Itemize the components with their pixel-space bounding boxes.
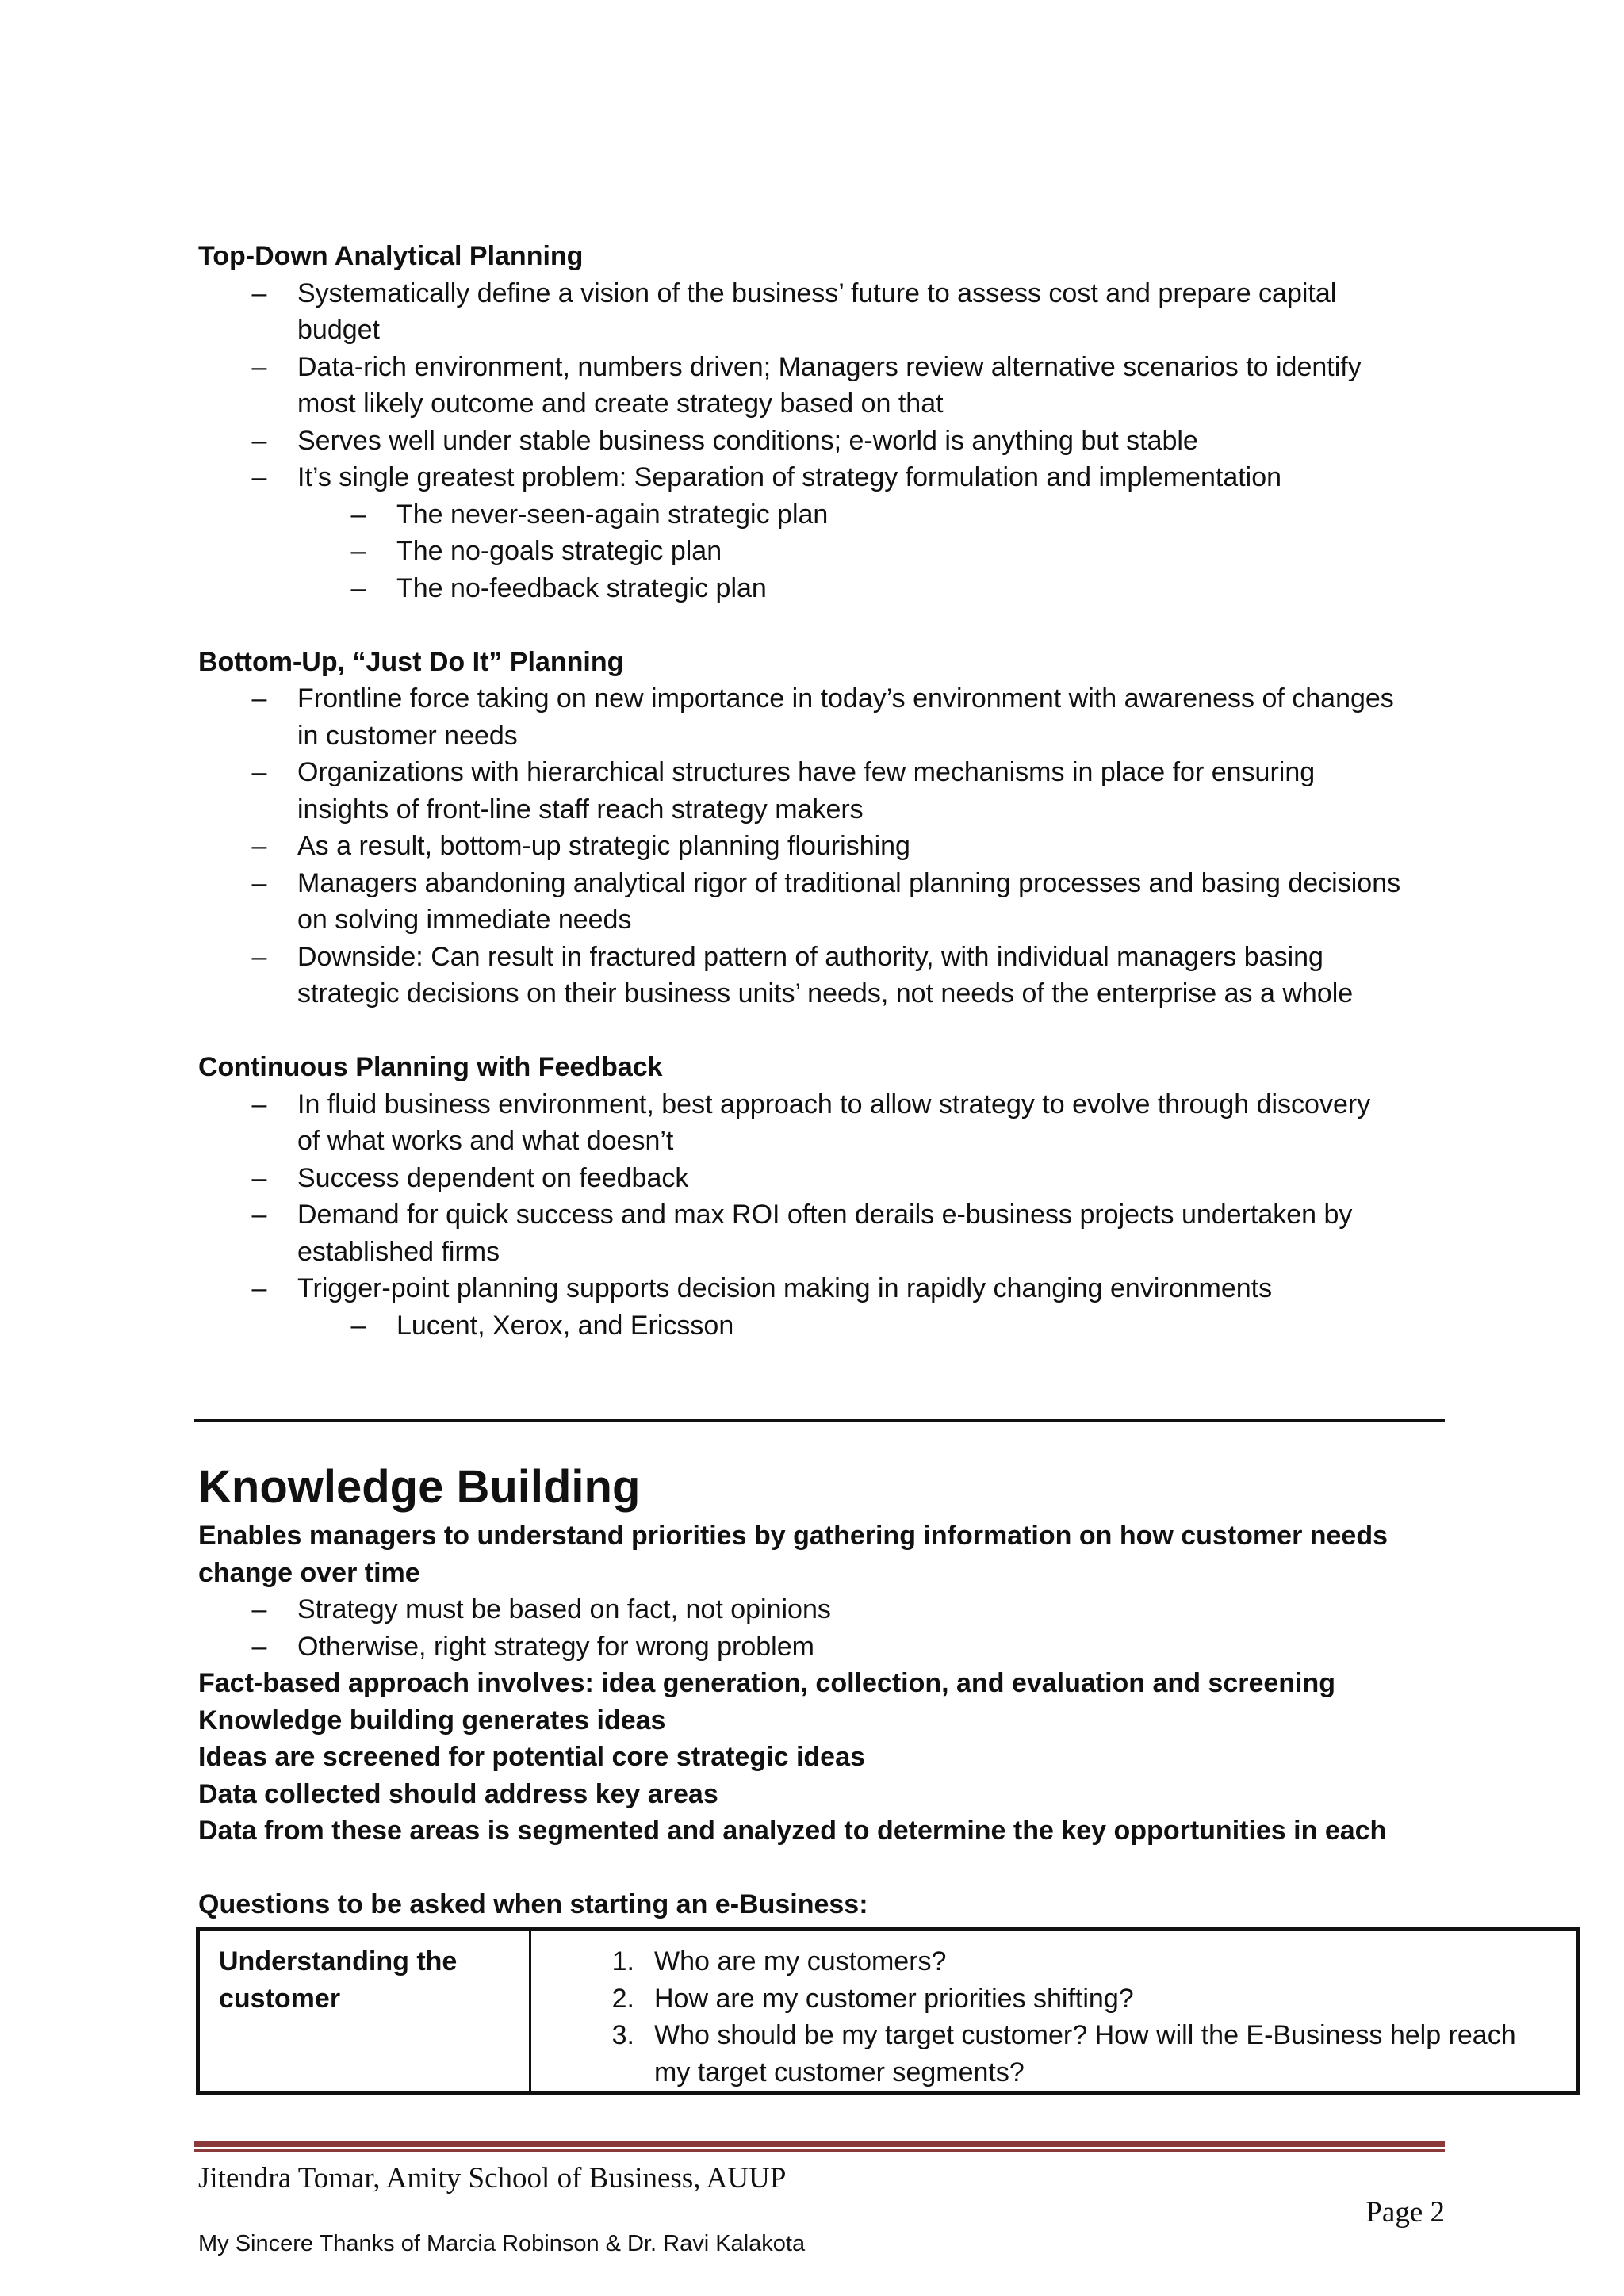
heading-top-down: Top-Down Analytical Planning bbox=[198, 241, 584, 271]
list-item: – Frontline force taking on new importance in today’s environment with awareness of changes bbox=[198, 680, 1451, 718]
footer-rule bbox=[194, 2141, 1445, 2147]
dash-bullet-icon: – bbox=[251, 757, 267, 787]
list-item: – It’s single greatest problem: Separation of strategy formulation and implementation bbox=[198, 459, 1451, 496]
dash-bullet-icon: – bbox=[350, 499, 366, 530]
numbered-question: 2. How are my customer priorities shifting? bbox=[611, 1983, 1134, 2014]
footer-acknowledgement: My Sincere Thanks of Marcia Robinson & Dr. Ravi Kalakota bbox=[198, 2231, 806, 2256]
list-item-continuation: on solving immediate needs bbox=[297, 905, 632, 935]
list-item: – Serves well under stable business conditions; e-world is anything but stable bbox=[198, 423, 1451, 460]
list-item: – Organizations with hierarchical structures have few mechanisms in place for ensuring bbox=[198, 754, 1451, 791]
sub-list-item: – The no-feedback strategic plan bbox=[198, 570, 1451, 607]
list-item: – Managers abandoning analytical rigor of traditional planning processes and basing decisions bbox=[198, 865, 1451, 902]
numbered-question-continuation: my target customer segments? bbox=[654, 2057, 1025, 2087]
bold-statement: Fact-based approach involves: idea generation, collection, and evaluation and screening bbox=[198, 1668, 1336, 1698]
list-item-continuation: strategic decisions on their business units’ needs, not needs of the enterprise as a whole bbox=[297, 978, 1354, 1008]
table-row-label-cell: Understanding the customer bbox=[200, 1931, 531, 2091]
list-item: – As a result, bottom-up strategic planning flourishing bbox=[198, 828, 1451, 865]
dash-bullet-icon: – bbox=[251, 1200, 267, 1230]
dash-bullet-icon: – bbox=[251, 351, 267, 382]
list-item: – Data-rich environment, numbers driven; Managers review alternative scenarios to identify bbox=[198, 349, 1451, 386]
list-item: – In fluid business environment, best approach to allow strategy to evolve through discovery bbox=[198, 1086, 1451, 1123]
list-item: – Trigger-point planning supports decision making in rapidly changing environments bbox=[198, 1270, 1451, 1307]
bold-statement: Knowledge building generates ideas bbox=[198, 1705, 666, 1735]
sub-list-item: – Lucent, Xerox, and Ericsson bbox=[198, 1307, 1451, 1345]
list-item: – Downside: Can result in fractured pattern of authority, with individual managers basing bbox=[198, 939, 1451, 976]
dash-bullet-icon: – bbox=[251, 831, 267, 861]
list-item: – Success dependent on feedback bbox=[198, 1160, 1451, 1197]
heading-bottom-up: Bottom-Up, “Just Do It” Planning bbox=[198, 646, 624, 677]
knowledge-building-title: Knowledge Building bbox=[198, 1461, 641, 1513]
list-item: – Systematically define a vision of the business’ future to assess cost and prepare capital bbox=[198, 275, 1451, 312]
dash-bullet-icon: – bbox=[350, 536, 366, 566]
planning-sections bbox=[198, 238, 1451, 1344]
dash-bullet-icon: – bbox=[350, 572, 366, 603]
list-item: – Demand for quick success and max ROI often derails e-business projects undertaken by bbox=[198, 1196, 1451, 1234]
dash-bullet-icon: – bbox=[251, 683, 267, 714]
dash-bullet-icon: – bbox=[251, 1162, 267, 1193]
footer-rule bbox=[194, 2149, 1445, 2152]
list-item-continuation: of what works and what doesn’t bbox=[297, 1126, 674, 1156]
bold-statement: Ideas are screened for potential core strategic ideas bbox=[198, 1742, 865, 1772]
dash-bullet-icon: – bbox=[251, 1089, 267, 1119]
table-questions-cell bbox=[531, 1931, 1576, 2091]
dash-bullet-icon: – bbox=[251, 867, 267, 898]
bold-statement: Data collected should address key areas bbox=[198, 1778, 718, 1809]
dash-bullet-icon: – bbox=[251, 941, 267, 972]
dash-bullet-icon: – bbox=[251, 1594, 267, 1624]
intro-text: change over time bbox=[198, 1557, 420, 1588]
list-item: – Otherwise, right strategy for wrong problem bbox=[198, 1628, 1594, 1666]
page-number: Page 2 bbox=[1365, 2196, 1445, 2229]
knowledge-building-section bbox=[198, 1459, 1594, 1923]
dash-bullet-icon: – bbox=[251, 1631, 267, 1662]
list-item-continuation: budget bbox=[297, 315, 380, 345]
section-divider bbox=[194, 1419, 1445, 1422]
footer-author: Jitendra Tomar, Amity School of Business, AUUP bbox=[198, 2162, 787, 2195]
dash-bullet-icon: – bbox=[251, 425, 267, 456]
dash-bullet-icon: – bbox=[350, 1310, 366, 1341]
list-item-continuation: in customer needs bbox=[297, 720, 518, 751]
dash-bullet-icon: – bbox=[251, 462, 267, 492]
list-item-continuation: most likely outcome and create strategy based on that bbox=[297, 388, 944, 419]
list-item: – Strategy must be based on fact, not opinions bbox=[198, 1591, 1594, 1628]
dash-bullet-icon: – bbox=[251, 277, 267, 308]
numbered-question: 3. Who should be my target customer? How will the E-Business help reach bbox=[611, 2020, 1516, 2050]
questions-table bbox=[196, 1927, 1580, 2095]
intro-text: Enables managers to understand priorities by gathering information on how customer needs bbox=[198, 1521, 1388, 1551]
bold-statement: Data from these areas is segmented and analyzed to determine the key opportunities in each bbox=[198, 1816, 1387, 1846]
sub-list-item: – The no-goals strategic plan bbox=[198, 533, 1451, 570]
heading-continuous-planning: Continuous Planning with Feedback bbox=[198, 1052, 663, 1082]
dash-bullet-icon: – bbox=[251, 1273, 267, 1303]
questions-heading: Questions to be asked when starting an e-Business: bbox=[198, 1889, 868, 1919]
list-item-continuation: insights of front-line staff reach strategy makers bbox=[297, 794, 864, 825]
numbered-question: 1. Who are my customers? bbox=[611, 1946, 947, 1976]
sub-list-item: – The never-seen-again strategic plan bbox=[198, 496, 1451, 534]
list-item-continuation: established firms bbox=[297, 1236, 500, 1267]
